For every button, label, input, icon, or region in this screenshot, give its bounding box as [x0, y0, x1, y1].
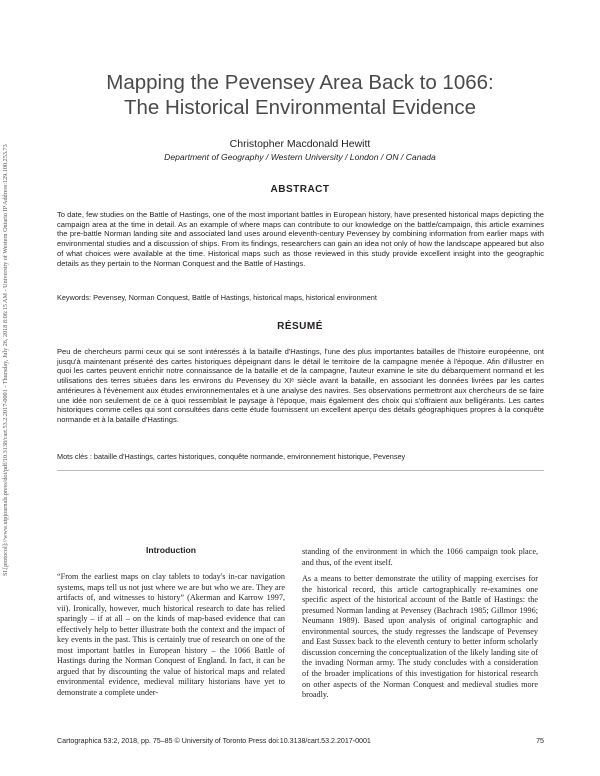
introduction-heading: Introduction [145, 545, 197, 555]
article-title [60, 70, 540, 120]
download-info-strip: SI.[protocol]://www.utpjournals.press/doi/pdf/10.3138/cart.53.2.2017-0001 - Thursday, July 26, 2018 8:06:15 AM - University of Western Ontario IP Address:129.100.253.73 [2, 144, 9, 576]
abstract-heading: ABSTRACT [270, 184, 330, 195]
title-line-1: Mapping the Pevensey Area Back to 1066: [106, 71, 494, 94]
journal-citation: Cartographica 53:2, 2018, pp. 75–85 © University of Toronto Press doi:10.3138/cart.53.2.2017-0001 [57, 737, 371, 745]
resume-body: Peu de chercheurs parmi ceux qui se sont intéressés à la bataille d'Hastings, l'une des plus importantes batailles de l'histoire européenne, ont jusqu'à maintenant présenté des cartes historiques dépeignant dans le détail le territoire de la campagne menée à l'époque. Afin d'illustrer en quoi les cartes peuvent enrichir notre connaissance de la bataille et de la campagne, l'auteur examine le site du débarquement normand et les utilisations des terres situées dans les environs du Pevensey du XIᵉ siècle avant la bataille, en associant les données livrées par les cartes antérieures à l'évènement aux études environnementales et à une analyse des navires. Ses observations permettront aux chercheurs de se faire une idée non seulement de ce à quoi ressemblait le paysage à l'époque, mais également des choix qui s'offraient aux belligérants. Les cartes historiques comme celles qui sont consultées dans cette étude fournissent un excellent aperçu des détails géographiques propres à la conquête normande et à la bataille d'Hastings. [57, 347, 544, 424]
left-column [57, 572, 285, 699]
abstract-body: To date, few studies on the Battle of Hastings, one of the most important battles in European history, have presented historical maps depicting the campaign area at the time in detail. As an example of where maps can contribute to our knowledge on the battle/campaign, this article examines the pre-battle Norman landing site and associated land uses around eleventh-century Pevensey by combining information from earlier maps with environmental studies and a discussion of ships. From its findings, researchers can gain an idea not only of how the landscape appeared but also of what choices were available at the time. Historical maps such as those reviewed in this study provide excellent insight into the geographic details as they pertain to the Norman Conquest and the Battle of Hastings. [57, 210, 544, 268]
page-number: 75 [536, 737, 544, 745]
resume-heading: RÉSUMÉ [277, 321, 323, 332]
author-affiliation: Department of Geography / Western University / London / ON / Canada [164, 152, 436, 162]
keywords-label: Keywords: [57, 293, 92, 302]
introduction-paragraph-1-continued: standing of the environment in which the 1066 campaign took place, and thus, of the event itself. [302, 547, 538, 567]
abstract-keywords [57, 293, 544, 302]
section-divider [57, 470, 544, 471]
title-line-2: The Historical Environmental Evidence [123, 96, 477, 119]
introduction-paragraph-1: “From the earliest maps on clay tablets to today's in-car navigation systems, maps tell us not just where we are but who we are. They are artifacts of, and witnesses to history” (Akerman and Karrow 1997, vii). Ironically, however, much historical research to date has relied sparingly – if at all – on the kinds of map-based evidence that can effectively help to better illustrate both the context and the impact of key events in the past. This is certainly true of research on one of the most important battles in European history – the 1066 Battle of Hastings during the Norman Conquest of England. In fact, it can be argued that by discounting the value of historical maps and related environmental evidence, medieval military historians have yet to demonstrate a complete under- [57, 572, 285, 698]
resume-keywords [57, 452, 544, 461]
introduction-paragraph-2: As a means to better demonstrate the utility of mapping exercises for the historical record, this article cartographically re-examines one specific aspect of the historical account of the Battle of Hastings: the presumed Norman landing at Pevensey (Bachrach 1985; Gillmor 1996; Neumann 1989). Based upon analysis of original cartographic and environmental sources, the study regresses the landscape of Pevensey and East Sussex back to the eleventh century to better inform scholarly discussion concerning the conceptualization of the likely landing site of the invading Norman army. The study concludes with a consideration of the broader implications of this investigation for historical research on other aspects of the Norman Conquest and medieval studies more broadly. [302, 574, 538, 700]
right-column [302, 547, 538, 701]
mots-cles-label: Mots clés : [57, 452, 92, 461]
keywords-list: Pevensey, Norman Conquest, Battle of Hastings, historical maps, historical environment [93, 293, 377, 302]
page-footer [57, 737, 544, 745]
mots-cles-list: bataille d'Hastings, cartes historiques, conquête normande, environnement historique, Pevensey [93, 452, 406, 461]
author-name: Christopher Macdonald Hewitt [229, 138, 371, 150]
